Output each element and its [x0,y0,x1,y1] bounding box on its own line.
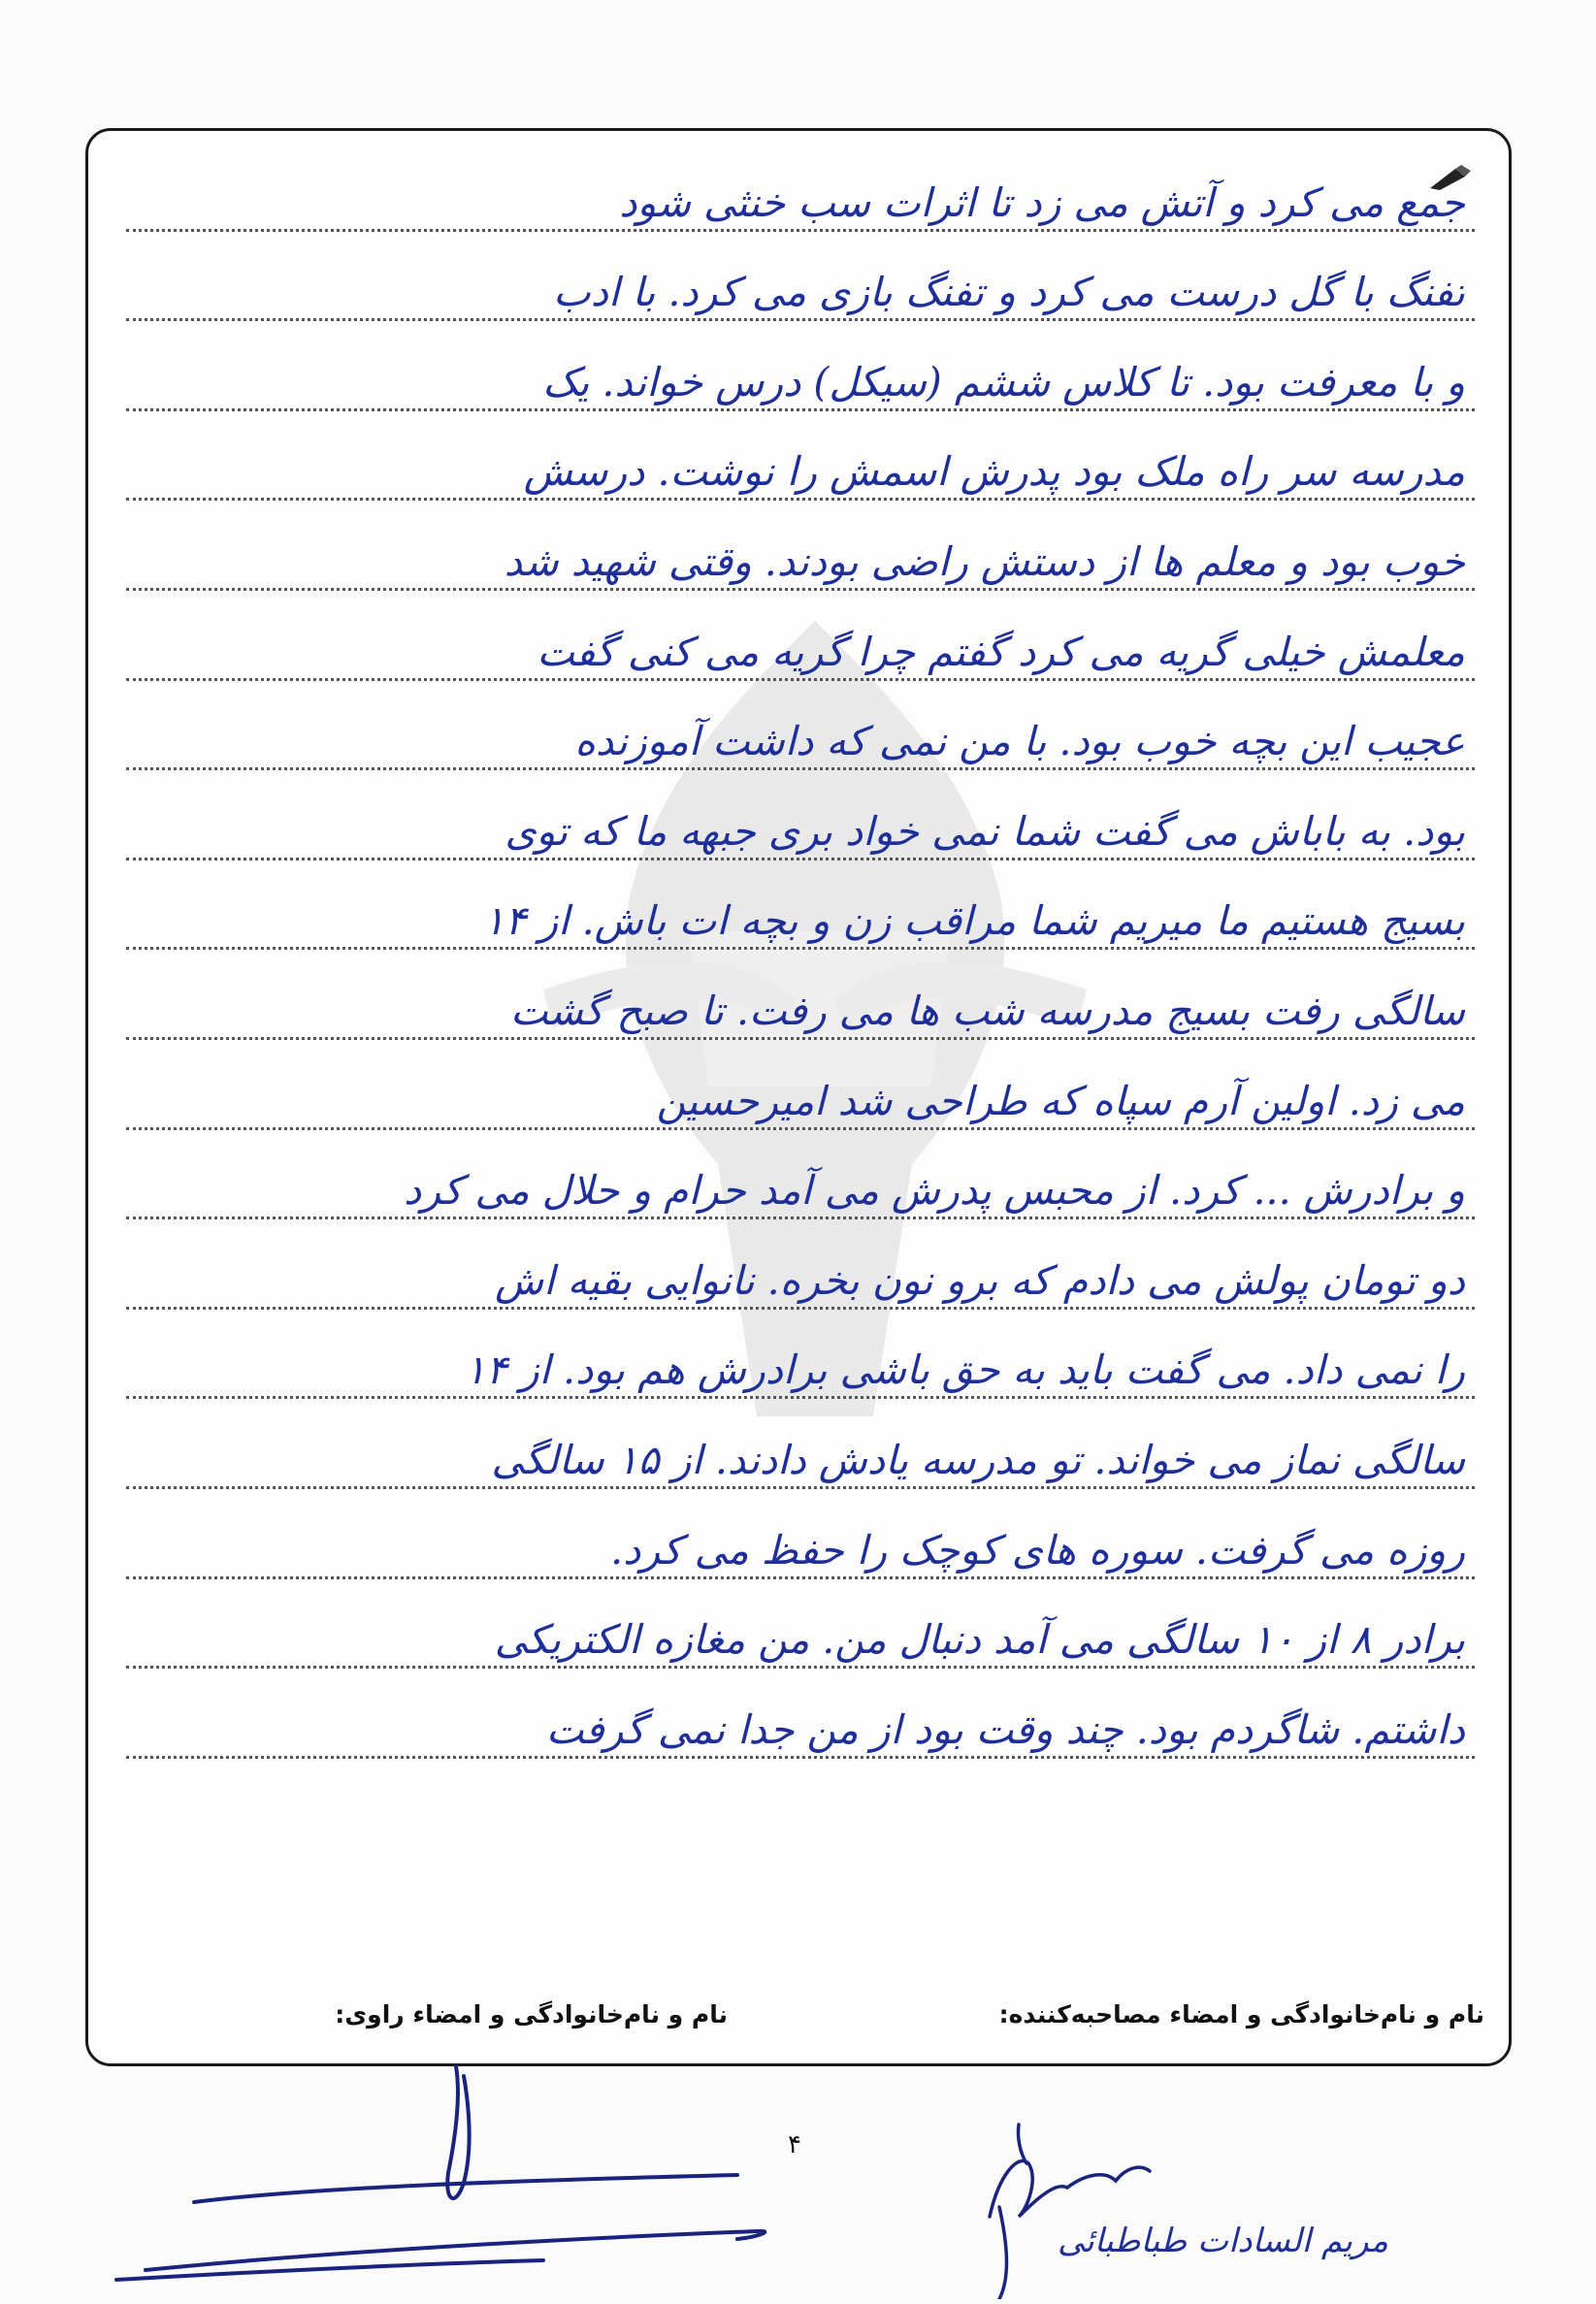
line-text: داشتم. شاگردم بود. چند وقت بود از من جدا نمی گرفت [545,1705,1465,1753]
line-text: می زد. اولین آرم سپاه که طراحی شد امیرحسین [656,1077,1465,1124]
line-9 [126,874,1475,964]
line-text: دو تومان پولش می دادم که برو نون بخره. نانوایی بقیه اش [495,1256,1465,1304]
line-text: عجیب این بچه خوب بود. با من نمی که داشت آموزنده [574,718,1465,765]
interviewer-signature-label: نام و نام‌خانوادگی و امضاء مصاحبه‌کننده: [998,2000,1484,2028]
line-text: بود. به باباش می گفت شما نمی خواد بری جبهه ما که توی [505,807,1465,855]
line-10 [126,963,1475,1054]
line-text: سالگی رفت بسیج مدرسه شب ها می رفت. تا صبح گشت [509,987,1465,1034]
line-8 [126,784,1475,874]
line-17 [126,1593,1475,1683]
signer-name: مریم السادات طباطبائی [1058,2222,1388,2260]
line-text: جمع می کرد و آتش می زد تا اثرات سب خنثی شود [619,178,1465,226]
line-text: مدرسه سر راه ملک بود پدرش اسمش را نوشت. درسش [523,448,1465,496]
page-number: ۴ [788,2130,801,2159]
line-1 [126,155,1475,245]
line-text: تفنگ با گل درست می کرد و تفنگ بازی می کرد. با ادب [553,269,1465,316]
line-text: برادر ۸ از ۱۰ سالگی می آمد دنبال من. من مغازه الکتریکی [494,1616,1465,1664]
interviewer-signature-icon [990,2125,1150,2299]
line-text: روزه می گرفت. سوره های کوچک را حفظ می کرد. [610,1526,1465,1574]
line-11 [126,1054,1475,1144]
line-5 [126,514,1475,604]
line-3 [126,335,1475,425]
line-15 [126,1412,1475,1503]
line-text: و با معرفت بود. تا کلاس ششم (سیکل) درس خواند. یک [542,358,1465,406]
line-12 [126,1144,1475,1234]
line-text: معلمش خیلی گریه می کرد گفتم چرا گریه می کنی گفت [537,628,1465,675]
line-text: سالگی نماز می خواند. تو مدرسه یادش دادند. از ۱۵ سالگی [491,1436,1465,1483]
narrator-signature-label: نام و نام‌خانوادگی و امضاء راوی: [335,2000,728,2028]
line-13 [126,1233,1475,1323]
line-text: و برادرش ... کرد. از محبس پدرش می آمد حرام و حلال می کرد [403,1167,1465,1215]
line-text: بسیج هستیم ما میریم شما مراقب زن و بچه ات باش. از ۱۴ [483,897,1465,945]
line-7 [126,695,1475,785]
line-text: را نمی داد. می گفت باید به حق باشی برادرش هم بود. از ۱۴ [464,1347,1465,1394]
line-16 [126,1503,1475,1593]
line-4 [126,425,1475,515]
line-2 [126,245,1475,336]
handwritten-lines [126,155,1475,1772]
narrator-signature-icon [116,2066,765,2280]
line-14 [126,1323,1475,1413]
line-6 [126,604,1475,695]
line-18 [126,1682,1475,1772]
line-text: خوب بود و معلم ها از دستش راضی بودند. وقتی شهید شد [504,537,1465,585]
